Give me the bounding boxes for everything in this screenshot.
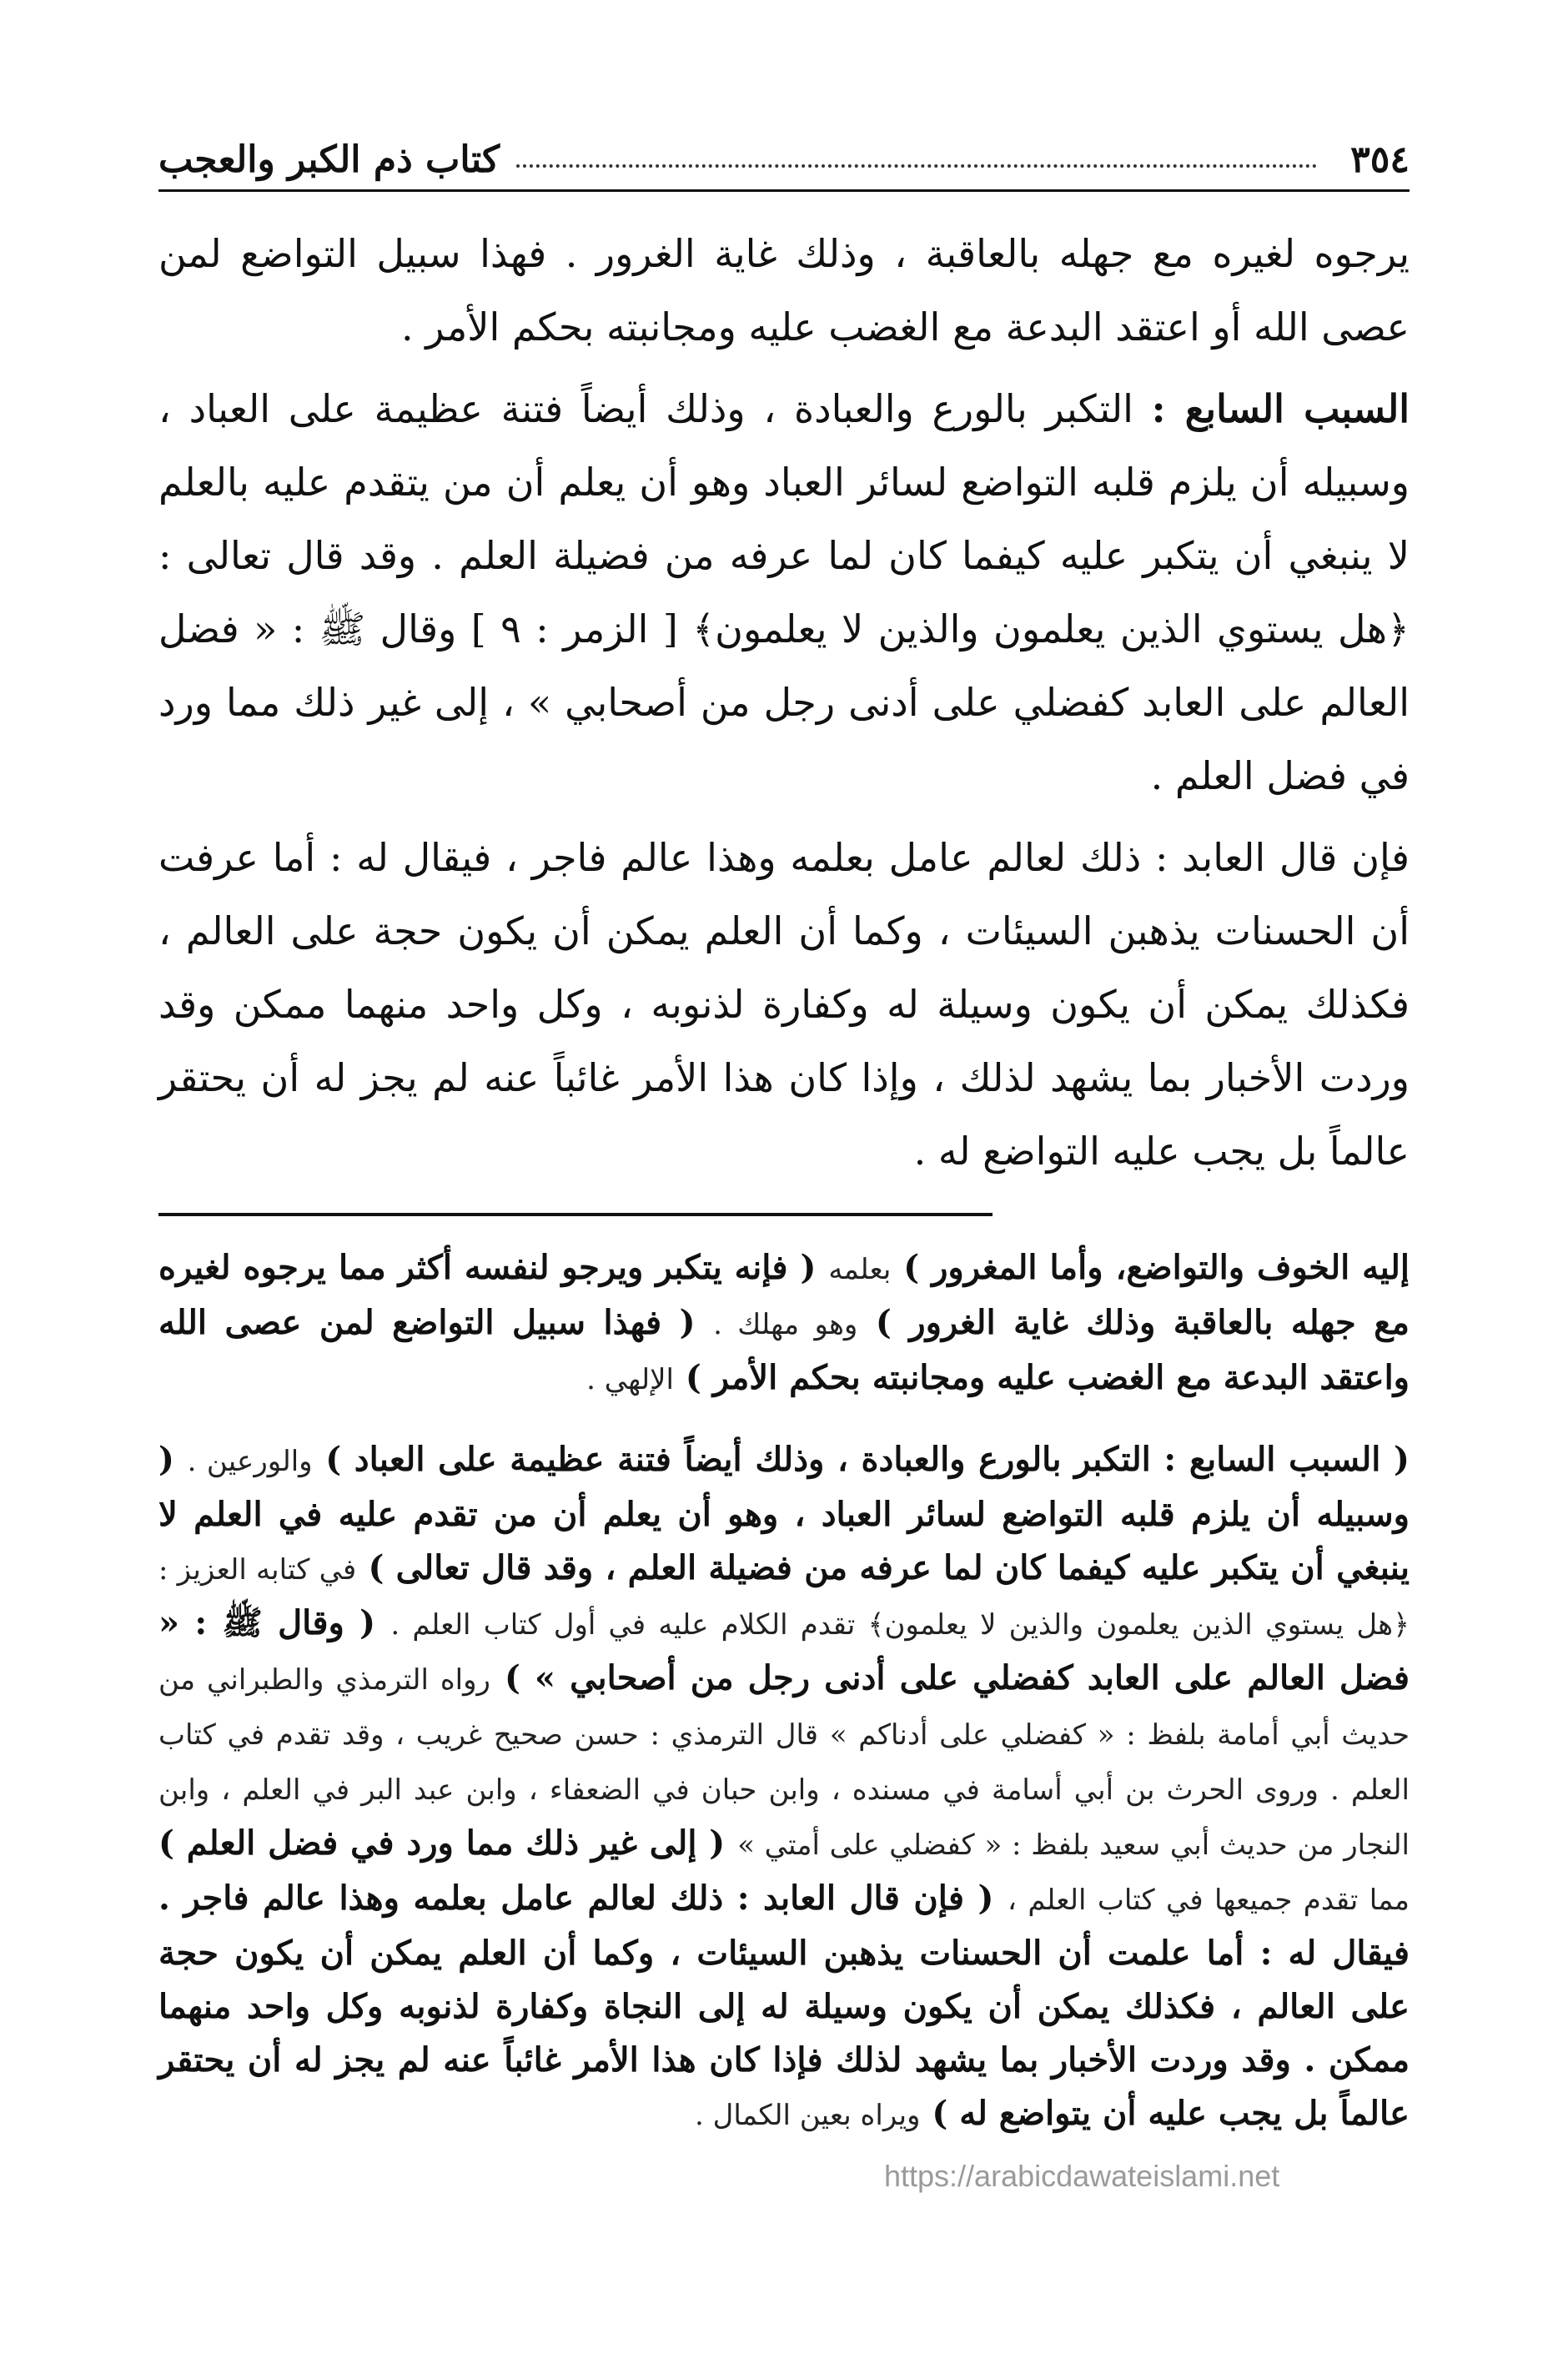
- commentary-matn: ( وقال ﷺ : « فضل العالم على العابد كفضلي على أدنى رجل من أصحابي » ): [158, 1603, 1410, 1698]
- commentary-sharh: بعلمه: [828, 1253, 892, 1286]
- running-header: [158, 125, 1410, 192]
- commentary-sharh: وهو مهلك .: [713, 1308, 858, 1341]
- main-paragraph-2: [158, 372, 1410, 812]
- main-paragraph-2-text: التكبر بالورع والعبادة ، وذلك أيضاً فتنة عظيمة على العباد ، وسبيله أن يلزم قلبه التواضع لسائر العباد وهو أن يعلم أن من يتقدم عليه بالعلم لا ينبغي أن يتكبر عليه كيفما كان لما عرفه من فضيلة العلم . وقد قال تعالى : ﴿هل يستوي الذين يعلمون والذين لا يعلمون﴾ [ الزمر : ٩ ] وقال ﷺ : « فضل العالم على العابد كفضلي على أدنى رجل من أصحابي » ، إلى غير ذلك مما ورد في فضل العلم .: [158, 386, 1410, 798]
- commentary-matn: ( وسبيله أن يلزم قلبه التواضع لسائر العباد ، وهو أن يعلم أن من تقدم عليه في العلم لا ينبغي أن يتكبر عليه كيفما كان لما عرفه من فضيلة العلم ، وقد قال تعالى ): [158, 1440, 1410, 1587]
- main-paragraph-1: يرجوه لغيره مع جهله بالعاقبة ، وذلك غاية الغرور . فهذا سبيل التواضع لمن عصى الله أو اعتقد البدعة مع الغضب عليه ومجانبته بحكم الأمر .: [158, 231, 1410, 350]
- main-paragraph-3: فإن قال العابد : ذلك لعالم عامل بعلمه وهذا عالم فاجر ، فيقال له : أما عرفت أن الحسنات يذهبن السيئات ، وكما أن العلم يمكن أن يكون حجة على العالم ، فكذلك يمكن أن يكون وسيلة له وكفارة لذنوبه ، وكل واحد منهما ممكن وقد وردت الأخبار بما يشهد لذلك ، وإذا كان هذا الأمر غائباً عنه لم يجز له أن يحتقر عالماً بل يجب عليه التواضع له .: [158, 835, 1410, 1174]
- commentary-paragraph-1: [158, 1241, 1410, 1406]
- commentary-sharh: رواه الترمذي والطبراني من حديث أبي أمامة بلفظ : « كفضلي على أدناكم » قال الترمذي : حسن صحيح غريب ، وقد تقدم في كتاب العلم . وروى الحرث بن أبي أسامة في مسنده ، وابن حبان في الضعفاء ، وابن عبد البر في العلم ، وابن النجار من حديث أبي سعيد بلفظ : « كفضلي على أمتي »: [158, 1663, 1410, 1862]
- commentary-sharh: الإلهي .: [586, 1363, 674, 1396]
- footnote-divider: [158, 1213, 993, 1216]
- commentary-matn: ( فإنه يتكبر ويرجو لنفسه أكثر مما يرجوه لغيره مع جهله بالعاقبة وذلك غاية الغرور ): [158, 1248, 1410, 1342]
- watermark-url: https://arabicdawateislami.net: [884, 2159, 1280, 2193]
- book-page: [158, 125, 1410, 2169]
- main-text: [158, 217, 1410, 1188]
- commentary-sharh: ويراه بعين الكمال .: [695, 2099, 921, 2132]
- commentary-sharh: في كتابه العزيز : ﴿هل يستوي الذين يعلمون والذين لا يعلمون﴾ تقدم الكلام عليه في أول كتاب العلم .: [158, 1553, 1410, 1642]
- commentary-matn: ( فإن قال العابد : ذلك لعالم عامل بعلمه وهذا عالم فاجر . فيقال له : أما علمت أن الحسنات يذهبن السيئات ، وكما أن العلم يمكن أن يكون حجة على العالم ، فكذلك يمكن أن يكون وسيلة له إلى النجاة وكفارة لذنوبه وكل واحد منهما ممكن . وقد وردت الأخبار بما يشهد لذلك فإذا كان هذا الأمر غائباً عنه لم يجز له أن يحتقر عالماً بل يجب عليه أن يتواضع له ): [158, 1879, 1410, 2133]
- seventh-cause-label: السبب السابع :: [1151, 386, 1410, 431]
- commentary-paragraph-2: [158, 1433, 1410, 2142]
- chapter-title: كتاب ذم الكبر والعجب: [158, 138, 500, 181]
- page-number: ٣٥٤: [1350, 138, 1410, 181]
- header-dot-leader: [516, 163, 1317, 168]
- commentary-matn: ( إلى غير ذلك مما ورد في فضل العلم ): [158, 1823, 738, 1863]
- commentary-sharh: مما تقدم جميعها في كتاب العلم ،: [1007, 1884, 1410, 1917]
- commentary-matn: ( فهذا سبيل التواضع لمن عصى الله واعتقد البدعة مع الغضب عليه ومجانبته بحكم الأمر ): [158, 1303, 1410, 1397]
- commentary-matn: إليه الخوف والتواضع، وأما المغرور ): [891, 1248, 1410, 1287]
- commentary: [158, 1241, 1410, 2142]
- commentary-sharh: والورعين .: [187, 1445, 313, 1478]
- commentary-matn: ( السبب السابع : التكبر بالورع والعبادة ، وذلك أيضاً فتنة عظيمة على العباد ): [312, 1440, 1410, 1479]
